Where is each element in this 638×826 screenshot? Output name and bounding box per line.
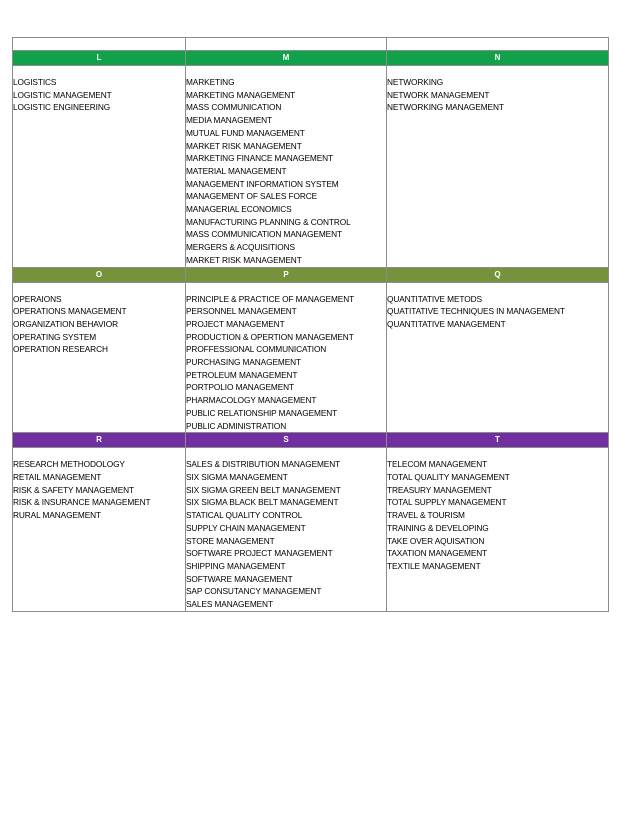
course-item: PUBLIC RELATIONSHIP MANAGEMENT — [186, 407, 338, 418]
course-item: OPERAIONS — [13, 293, 62, 304]
course-item: MARKET RISK MANAGEMENT — [186, 254, 302, 265]
course-item: QUANTITATIVE MANAGEMENT — [387, 318, 506, 329]
course-item: RETAIL MANAGEMENT — [13, 471, 102, 482]
course-list — [13, 458, 185, 522]
course-item: LOGISTICS — [13, 77, 57, 87]
course-item: PHARMACOLOGY MANAGEMENT — [186, 395, 317, 406]
course-item: SIX SIGMA GREEN BELT MANAGEMENT — [186, 484, 341, 495]
course-list-cell-o — [13, 282, 186, 433]
course-list-cell-n — [387, 66, 609, 268]
course-item: PURCHASING MANAGEMENT — [186, 357, 301, 368]
course-item: MANUFACTURING PLANNING & CONTROL — [186, 216, 351, 227]
course-item: SIX SIGMA BLACK BELT MANAGEMENT — [186, 497, 339, 508]
letter-header-m: M — [186, 51, 387, 66]
course-item: SOFTWARE PROJECT MANAGEMENT — [186, 548, 333, 559]
course-item: PRINCIPLE & PRACTICE OF MANAGEMENT — [186, 293, 355, 304]
course-item: MANAGERIAL ECONOMICS — [186, 204, 292, 215]
letter-header-l: L — [13, 51, 186, 66]
course-list-cell-t — [387, 448, 609, 611]
letter-header-o: O — [13, 267, 186, 282]
blank-cell — [186, 38, 387, 51]
course-list-cell-p — [186, 282, 387, 433]
course-item: SIX SIGMA MANAGEMENT — [186, 471, 288, 482]
section-body-row — [13, 282, 609, 433]
course-item: RISK & INSURANCE MANAGEMENT — [13, 497, 151, 508]
course-list — [387, 293, 608, 331]
letter-header-n: N — [387, 51, 609, 66]
blank-row — [13, 38, 609, 51]
course-item: ORGANIZATION BEHAVIOR — [13, 318, 119, 329]
course-item: PUBLIC ADMINISTRATION — [186, 420, 287, 431]
course-item: MANAGEMENT INFORMATION SYSTEM — [186, 178, 339, 189]
letter-header-s: S — [186, 433, 387, 448]
letter-header-q: Q — [387, 267, 609, 282]
course-item: TAKE OVER AQUISATION — [387, 535, 485, 546]
course-item: TREASURY MANAGEMENT — [387, 484, 492, 495]
course-item: LOGISTIC MANAGEMENT — [13, 89, 112, 100]
course-list — [186, 293, 386, 433]
course-item: LOGISTIC ENGINEERING — [13, 102, 111, 113]
course-item: RISK & SAFETY MANAGEMENT — [13, 484, 135, 495]
course-item: MERGERS & ACQUISITIONS — [186, 242, 295, 253]
course-item: SHIPPING MANAGEMENT — [186, 560, 286, 571]
course-list-cell-m — [186, 66, 387, 268]
blank-cell — [387, 38, 609, 51]
course-item: TOTAL SUPPLY MANAGEMENT — [387, 497, 507, 508]
course-item: RESEARCH METHODOLOGY — [13, 459, 125, 470]
section-body-row — [13, 66, 609, 268]
course-item: MASS COMMUNICATION MANAGEMENT — [186, 229, 342, 240]
course-item: OPERATION RESEARCH — [13, 344, 108, 355]
course-item: MANAGEMENT OF SALES FORCE — [186, 191, 318, 202]
course-item: PROFFESSIONAL COMMUNICATION — [186, 344, 327, 355]
course-item: MUTUAL FUND MANAGEMENT — [186, 127, 305, 138]
course-list-cell-r — [13, 448, 186, 611]
course-list — [186, 76, 386, 267]
course-item: SOFTWARE MANAGEMENT — [186, 573, 293, 584]
course-item: QUANTITATIVE METODS — [387, 293, 482, 304]
course-item: PORTPOLIO MANAGEMENT — [186, 382, 295, 393]
section-body-row — [13, 448, 609, 611]
course-item: TEXTILE MANAGEMENT — [387, 560, 481, 571]
course-item: SUPPLY CHAIN MANAGEMENT — [186, 522, 306, 533]
course-item: MARKETING MANAGEMENT — [186, 89, 296, 100]
course-item: TOTAL QUALITY MANAGEMENT — [387, 471, 510, 482]
course-item: OPERATING SYSTEM — [13, 331, 97, 342]
course-item: PRODUCTION & OPERTION MANAGEMENT — [186, 331, 354, 342]
course-item: MARKETING FINANCE MANAGEMENT — [186, 153, 334, 164]
section-header-row — [13, 51, 609, 66]
course-item: PROJECT MANAGEMENT — [186, 318, 285, 329]
course-list — [387, 458, 608, 572]
course-item: TAXATION MANAGEMENT — [387, 548, 488, 559]
letter-header-p: P — [186, 267, 387, 282]
course-item: QUATITATIVE TECHNIQUES IN MANAGEMENT — [387, 306, 565, 317]
course-item: MASS COMMUNICATION — [186, 102, 282, 113]
course-item: RURAL MANAGEMENT — [13, 510, 101, 521]
course-list-cell-s — [186, 448, 387, 611]
course-item: TRAVEL & TOURISM — [387, 510, 465, 521]
blank-cell — [13, 38, 186, 51]
course-list — [186, 458, 386, 610]
course-item: PERSONNEL MANAGEMENT — [186, 306, 297, 317]
letter-header-t: T — [387, 433, 609, 448]
course-list-cell-l — [13, 66, 186, 268]
course-item: MATERIAL MANAGEMENT — [186, 165, 287, 176]
course-item: MARKETING — [186, 77, 235, 87]
course-item: STORE MANAGEMENT — [186, 535, 275, 546]
course-item: NETWORK MANAGEMENT — [387, 89, 490, 100]
section-header-row — [13, 267, 609, 282]
course-list — [13, 76, 185, 114]
course-item: MEDIA MANAGEMENT — [186, 115, 272, 126]
course-item: SALES & DISTRIBUTION MANAGEMENT — [186, 459, 341, 470]
course-item: SALES MANAGEMENT — [186, 599, 273, 610]
section-header-row — [13, 433, 609, 448]
course-item: TRAINING & DEVELOPING — [387, 522, 489, 533]
course-table-body — [13, 38, 609, 612]
course-item: STATICAL QUALITY CONTROL — [186, 510, 303, 521]
course-item: NETWORKING MANAGEMENT — [387, 102, 504, 113]
course-list — [387, 76, 608, 114]
course-item: PETROLEUM MANAGEMENT — [186, 369, 298, 380]
course-item: SAP CONSUTANCY MANAGEMENT — [186, 586, 322, 597]
letter-header-r: R — [13, 433, 186, 448]
course-list — [13, 293, 185, 357]
course-item: MARKET RISK MANAGEMENT — [186, 140, 302, 151]
course-item: OPERATIONS MANAGEMENT — [13, 306, 127, 317]
course-item: TELECOM MANAGEMENT — [387, 459, 488, 470]
course-table — [12, 37, 609, 612]
course-list-cell-q — [387, 282, 609, 433]
course-item: NETWORKING — [387, 77, 444, 87]
